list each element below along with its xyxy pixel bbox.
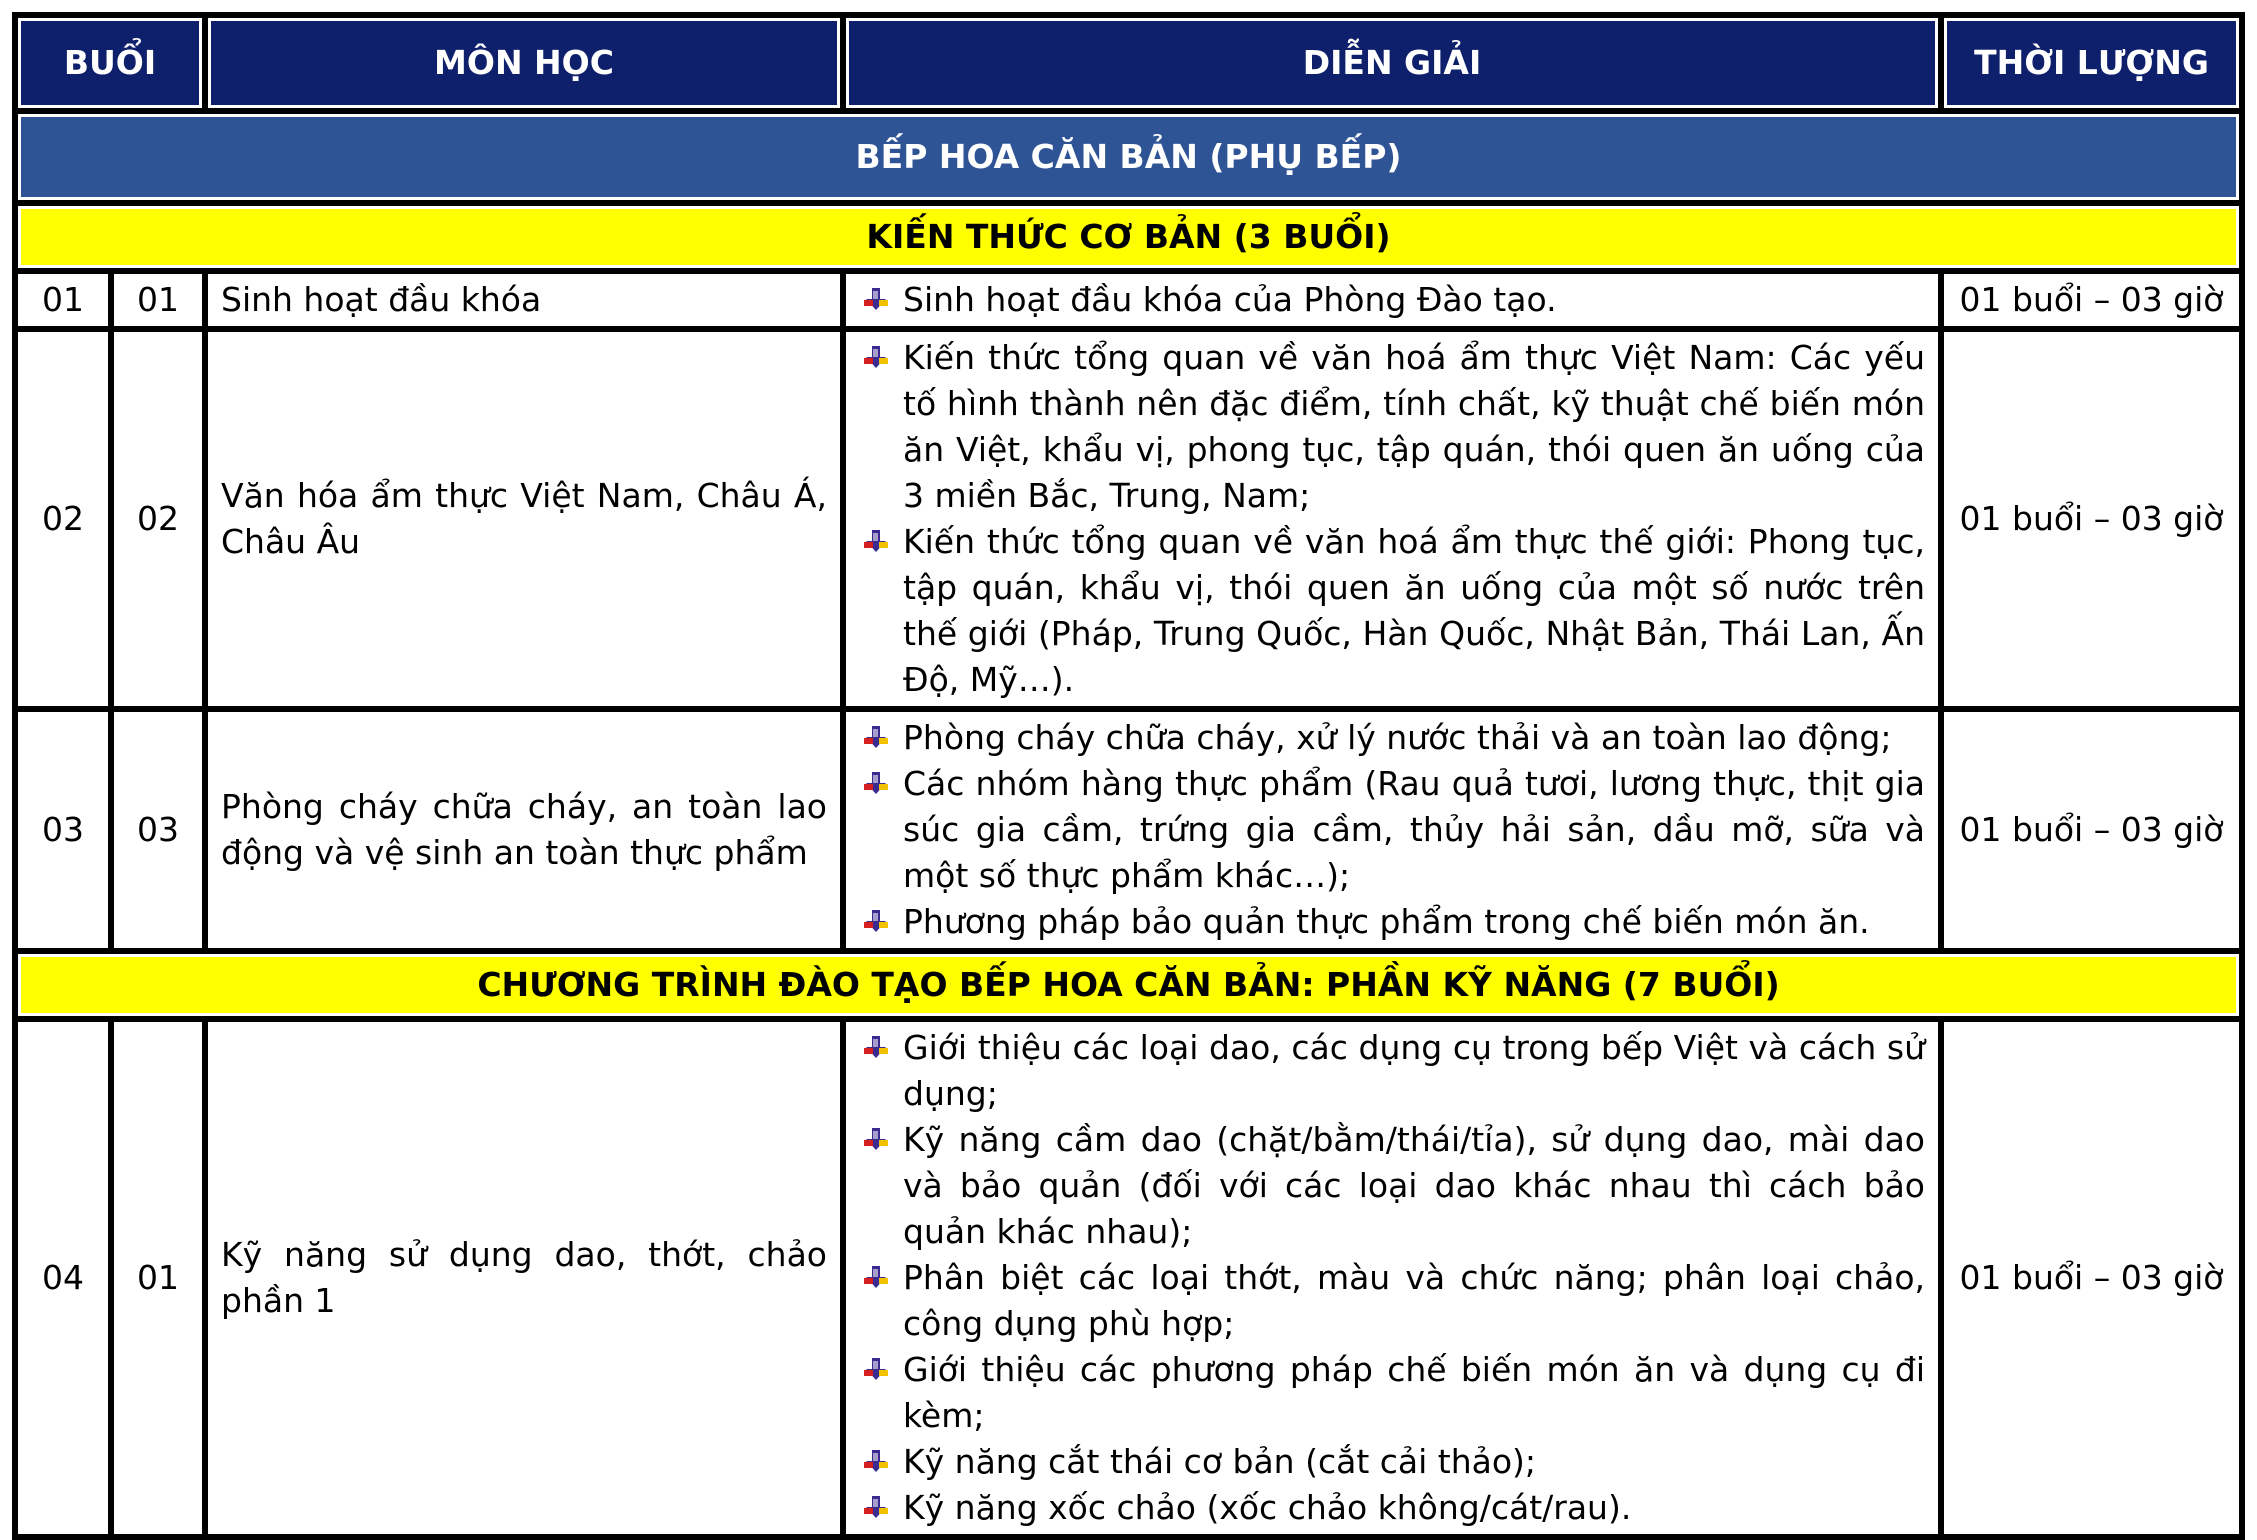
description-text: Kỹ năng cầm dao (chặt/bằm/thái/tỉa), sử dụng dao, mài dao và bảo quản (đối với các loại dao khác nhau thì cách bảo quản khác nhau); bbox=[903, 1120, 1925, 1251]
bullet-arrow-icon bbox=[863, 345, 889, 371]
session-number: 02 bbox=[18, 332, 108, 706]
bullet-arrow-icon bbox=[863, 1357, 889, 1383]
description-text: Kiến thức tổng quan về văn hoá ẩm thực Việt Nam: Các yếu tố hình thành nên đặc điểm, tính chất, kỹ thuật chế biến món ăn Việt, khẩu vị, phong tục, tập quán, thói quen ăn uống của 3 miền Bắc, Trung, Nam; bbox=[903, 338, 1925, 515]
description-item bbox=[859, 761, 1925, 899]
bullet-arrow-icon bbox=[863, 287, 889, 313]
bullet-arrow-icon bbox=[863, 771, 889, 797]
session-number: 04 bbox=[18, 1022, 108, 1534]
bullet-arrow-icon bbox=[863, 529, 889, 555]
description-item bbox=[859, 1255, 1925, 1347]
header-dien-giai: DIỄN GIẢI bbox=[846, 18, 1938, 108]
bullet-arrow-icon bbox=[863, 909, 889, 935]
description-item bbox=[859, 277, 1925, 323]
group-title: KIẾN THỨC CƠ BẢN (3 BUỔI) bbox=[18, 206, 2239, 268]
description-item bbox=[859, 335, 1925, 519]
lesson-index: 01 bbox=[114, 274, 202, 326]
group-title: CHƯƠNG TRÌNH ĐÀO TẠO BẾP HOA CĂN BẢN: PHẦN KỸ NĂNG (7 BUỔI) bbox=[18, 954, 2239, 1016]
lesson-index: 03 bbox=[114, 712, 202, 948]
table-row bbox=[18, 712, 2239, 948]
table-row bbox=[18, 1022, 2239, 1534]
header-thoi-luong: THỜI LƯỢNG bbox=[1944, 18, 2239, 108]
table-row bbox=[18, 332, 2239, 706]
header-row bbox=[18, 18, 2239, 108]
bullet-arrow-icon bbox=[863, 1035, 889, 1061]
duration: 01 buổi – 03 giờ bbox=[1944, 274, 2239, 326]
bullet-arrow-icon bbox=[863, 1495, 889, 1521]
header-mon-hoc: MÔN HỌC bbox=[208, 18, 840, 108]
description bbox=[846, 332, 1938, 706]
description bbox=[846, 712, 1938, 948]
lesson-index: 02 bbox=[114, 332, 202, 706]
curriculum-table bbox=[12, 12, 2245, 1540]
table-row bbox=[18, 274, 2239, 326]
description-text: Phương pháp bảo quản thực phẩm trong chế biến món ăn. bbox=[903, 902, 1870, 941]
group-title-row bbox=[18, 206, 2239, 268]
description-item bbox=[859, 519, 1925, 703]
duration: 01 buổi – 03 giờ bbox=[1944, 1022, 2239, 1534]
description-item bbox=[859, 1347, 1925, 1439]
description-text: Kỹ năng cắt thái cơ bản (cắt cải thảo); bbox=[903, 1442, 1537, 1481]
description-text: Phân biệt các loại thớt, màu và chức năng; phân loại chảo, công dụng phù hợp; bbox=[903, 1258, 1925, 1343]
description bbox=[846, 274, 1938, 326]
description-item bbox=[859, 715, 1925, 761]
description-list bbox=[859, 715, 1925, 945]
subject: Sinh hoạt đầu khóa bbox=[208, 274, 840, 326]
description-text: Kỹ năng xốc chảo (xốc chảo không/cát/rau). bbox=[903, 1488, 1632, 1527]
description-list bbox=[859, 335, 1925, 703]
bullet-arrow-icon bbox=[863, 725, 889, 751]
lesson-index: 01 bbox=[114, 1022, 202, 1534]
subject: Văn hóa ẩm thực Việt Nam, Châu Á, Châu Âu bbox=[208, 332, 840, 706]
description-text: Kiến thức tổng quan về văn hoá ẩm thực thế giới: Phong tục, tập quán, khẩu vị, thói quen ăn uống của một số nước trên thế giới (Pháp, Trung Quốc, Hàn Quốc, Nhật Bản, Thái Lan, Ấn Độ, Mỹ…). bbox=[903, 522, 1925, 699]
description-text: Giới thiệu các phương pháp chế biến món ăn và dụng cụ đi kèm; bbox=[903, 1350, 1925, 1435]
description-item bbox=[859, 1117, 1925, 1255]
duration: 01 buổi – 03 giờ bbox=[1944, 332, 2239, 706]
description-item bbox=[859, 1025, 1925, 1117]
description-item bbox=[859, 1485, 1925, 1531]
description-text: Sinh hoạt đầu khóa của Phòng Đào tạo. bbox=[903, 280, 1557, 319]
course-title-row bbox=[18, 114, 2239, 200]
description-text: Các nhóm hàng thực phẩm (Rau quả tươi, lương thực, thịt gia súc gia cầm, trứng gia cầm, thủy hải sản, dầu mỡ, sữa và một số thực phẩm khác…); bbox=[903, 764, 1925, 895]
description-item bbox=[859, 899, 1925, 945]
duration: 01 buổi – 03 giờ bbox=[1944, 712, 2239, 948]
description-text: Phòng cháy chữa cháy, xử lý nước thải và an toàn lao động; bbox=[903, 718, 1892, 757]
description-text: Giới thiệu các loại dao, các dụng cụ trong bếp Việt và cách sử dụng; bbox=[903, 1028, 1925, 1113]
session-number: 01 bbox=[18, 274, 108, 326]
description-list bbox=[859, 277, 1925, 323]
course-title: BẾP HOA CĂN BẢN (PHỤ BẾP) bbox=[18, 114, 2239, 200]
bullet-arrow-icon bbox=[863, 1265, 889, 1291]
bullet-arrow-icon bbox=[863, 1127, 889, 1153]
description-item bbox=[859, 1439, 1925, 1485]
subject: Kỹ năng sử dụng dao, thớt, chảo phần 1 bbox=[208, 1022, 840, 1534]
bullet-arrow-icon bbox=[863, 1449, 889, 1475]
description-list bbox=[859, 1025, 1925, 1531]
subject: Phòng cháy chữa cháy, an toàn lao động và vệ sinh an toàn thực phẩm bbox=[208, 712, 840, 948]
description bbox=[846, 1022, 1938, 1534]
curriculum-body bbox=[18, 206, 2239, 1534]
session-number: 03 bbox=[18, 712, 108, 948]
header-buoi: BUỔI bbox=[18, 18, 202, 108]
group-title-row bbox=[18, 954, 2239, 1016]
